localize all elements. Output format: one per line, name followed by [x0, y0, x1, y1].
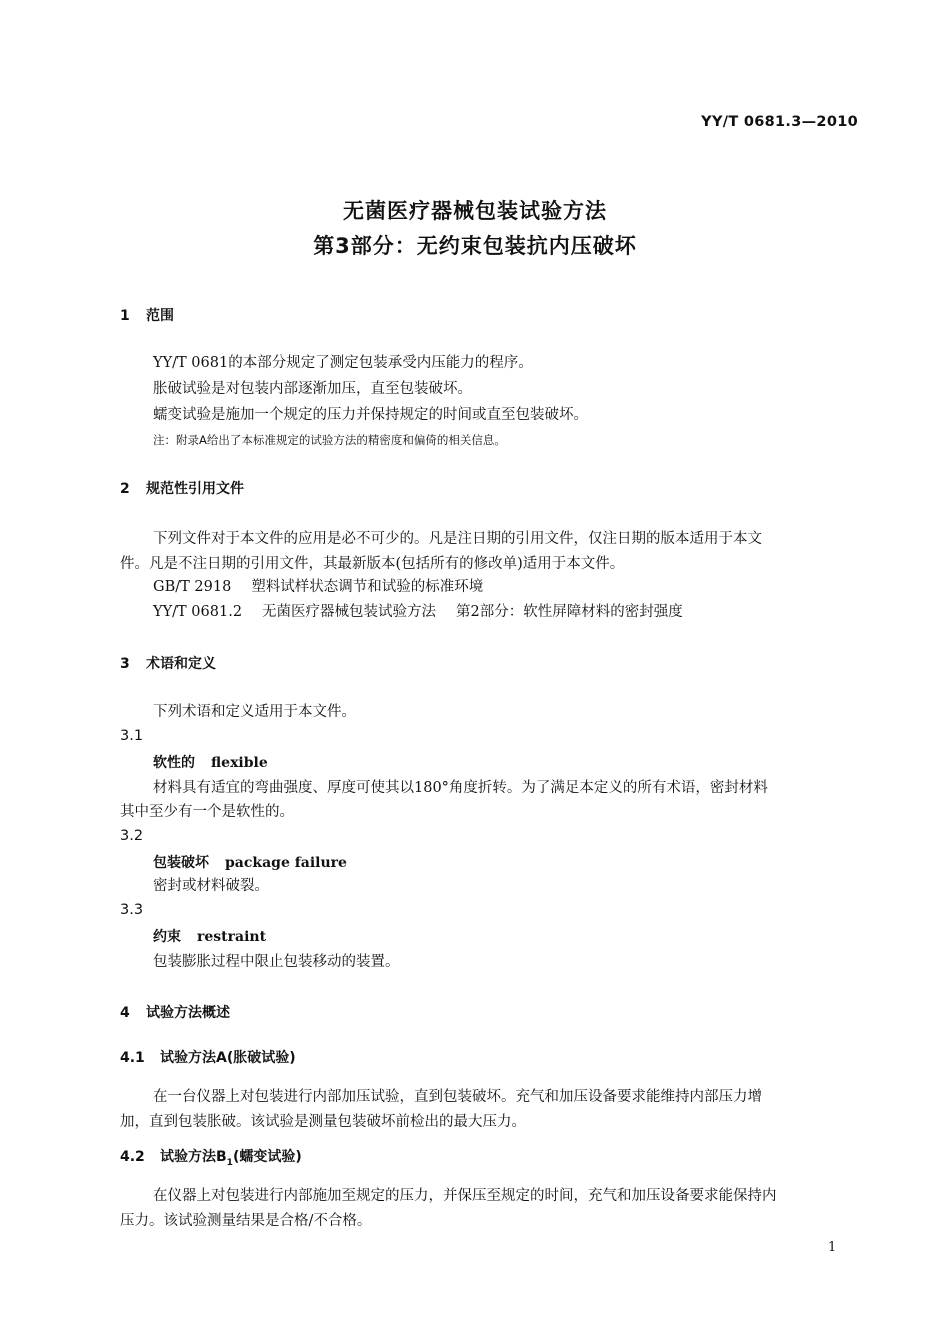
page-number: 1 [828, 1240, 837, 1255]
section-1-note: 注：附录A给出了本标准规定的试验方法的精密度和偏倚的相关信息。 [153, 433, 506, 447]
term-1-en: flexible [211, 755, 268, 771]
section-4-title: 试验方法概述 [146, 1005, 230, 1021]
section-1-number: 1 [120, 308, 130, 324]
reference-2-title: 无菌医疗器械包装试验方法 [262, 604, 437, 620]
term-1-number: 3.1 [120, 728, 144, 744]
reference-1-title: 塑料试样状态调节和试验的标准环境 [251, 579, 484, 595]
section-1-para-3: 蠕变试验是施加一个规定的压力并保持规定的时间或直至包装破坏。 [153, 407, 588, 423]
section-2-para-line-1: 下列文件对于本文件的应用是必不可少的。凡是注日期的引用文件，仅注日期的版本适用于本文 [153, 531, 762, 547]
section-4-2-title-pre: 试验方法B [160, 1149, 227, 1165]
term-3-en: restraint [197, 929, 267, 945]
section-1-heading [120, 305, 174, 325]
term-3-cn: 约束 [153, 929, 181, 945]
section-4-1-title: 试验方法A(胀破试验) [160, 1050, 296, 1066]
title-line-1: 无菌医疗器械包装试验方法 [343, 199, 607, 223]
term-2-cn: 包装破坏 [153, 855, 209, 871]
section-4-2-para-line-2: 压力。该试验测量结果是合格/不合格。 [120, 1213, 372, 1229]
term-3-heading [153, 926, 266, 946]
section-4-1-heading [120, 1047, 296, 1067]
term-1-cn: 软性的 [153, 755, 195, 771]
section-4-1-para-line-2: 加，直到包装胀破。该试验是测量包装破坏前检出的最大压力。 [120, 1114, 526, 1130]
section-2-title: 规范性引用文件 [146, 481, 244, 497]
section-4-1-para-line-1: 在一台仪器上对包装进行内部加压试验，直到包装破坏。充气和加压设备要求能维持内部压力增 [153, 1089, 762, 1105]
reference-1-code: GB/T 2918 [153, 579, 232, 595]
reference-2-code: YY/T 0681.2 [153, 604, 243, 620]
section-1-title: 范围 [146, 308, 174, 324]
section-3-intro: 下列术语和定义适用于本文件。 [153, 704, 356, 720]
term-2-definition: 密封或材料破裂。 [153, 878, 269, 894]
term-2-heading [153, 852, 347, 872]
section-2-number: 2 [120, 481, 130, 497]
section-4-2-number: 4.2 [120, 1149, 145, 1165]
section-2-para-line-2: 件。凡是不注日期的引用文件，其最新版本(包括所有的修改单)适用于本文件。 [120, 556, 625, 572]
section-3-heading [120, 653, 216, 673]
term-1-definition-line-1: 材料具有适宜的弯曲强度、厚度可使其以180°角度折转。为了满足本定义的所有术语，密封材料 [153, 780, 768, 796]
title-line-2: 第3部分：无约束包装抗内压破坏 [313, 234, 637, 258]
term-2-number: 3.2 [120, 828, 144, 844]
section-3-number: 3 [120, 656, 130, 672]
term-1-heading [153, 752, 268, 772]
term-2-en: package failure [225, 855, 347, 871]
section-2-heading [120, 478, 244, 498]
section-1-para-1: YY/T 0681的本部分规定了测定包装承受内压能力的程序。 [153, 355, 533, 371]
section-3-title: 术语和定义 [146, 656, 216, 672]
term-3-definition: 包装膨胀过程中限止包装移动的装置。 [153, 954, 400, 970]
reference-2 [153, 600, 683, 624]
section-4-heading [120, 1002, 230, 1022]
section-4-number: 4 [120, 1005, 130, 1021]
section-4-2-title-post: (蠕变试验) [232, 1149, 302, 1165]
section-4-1-number: 4.1 [120, 1050, 145, 1066]
section-4-2-para-line-1: 在仪器上对包装进行内部施加至规定的压力，并保压至规定的时间，充气和加压设备要求能保持内 [153, 1188, 777, 1204]
section-4-2-subscript: 1 [226, 1157, 233, 1168]
reference-1 [153, 575, 483, 599]
standard-code: YY/T 0681.3—2010 [701, 114, 858, 130]
term-3-number: 3.3 [120, 902, 144, 918]
reference-2-part: 第2部分：软性屏障材料的密封强度 [456, 604, 683, 620]
term-1-definition-line-2: 其中至少有一个是软性的。 [120, 804, 294, 820]
section-1-para-2: 胀破试验是对包装内部逐渐加压，直至包装破坏。 [153, 381, 472, 397]
section-4-2-heading [120, 1146, 302, 1168]
